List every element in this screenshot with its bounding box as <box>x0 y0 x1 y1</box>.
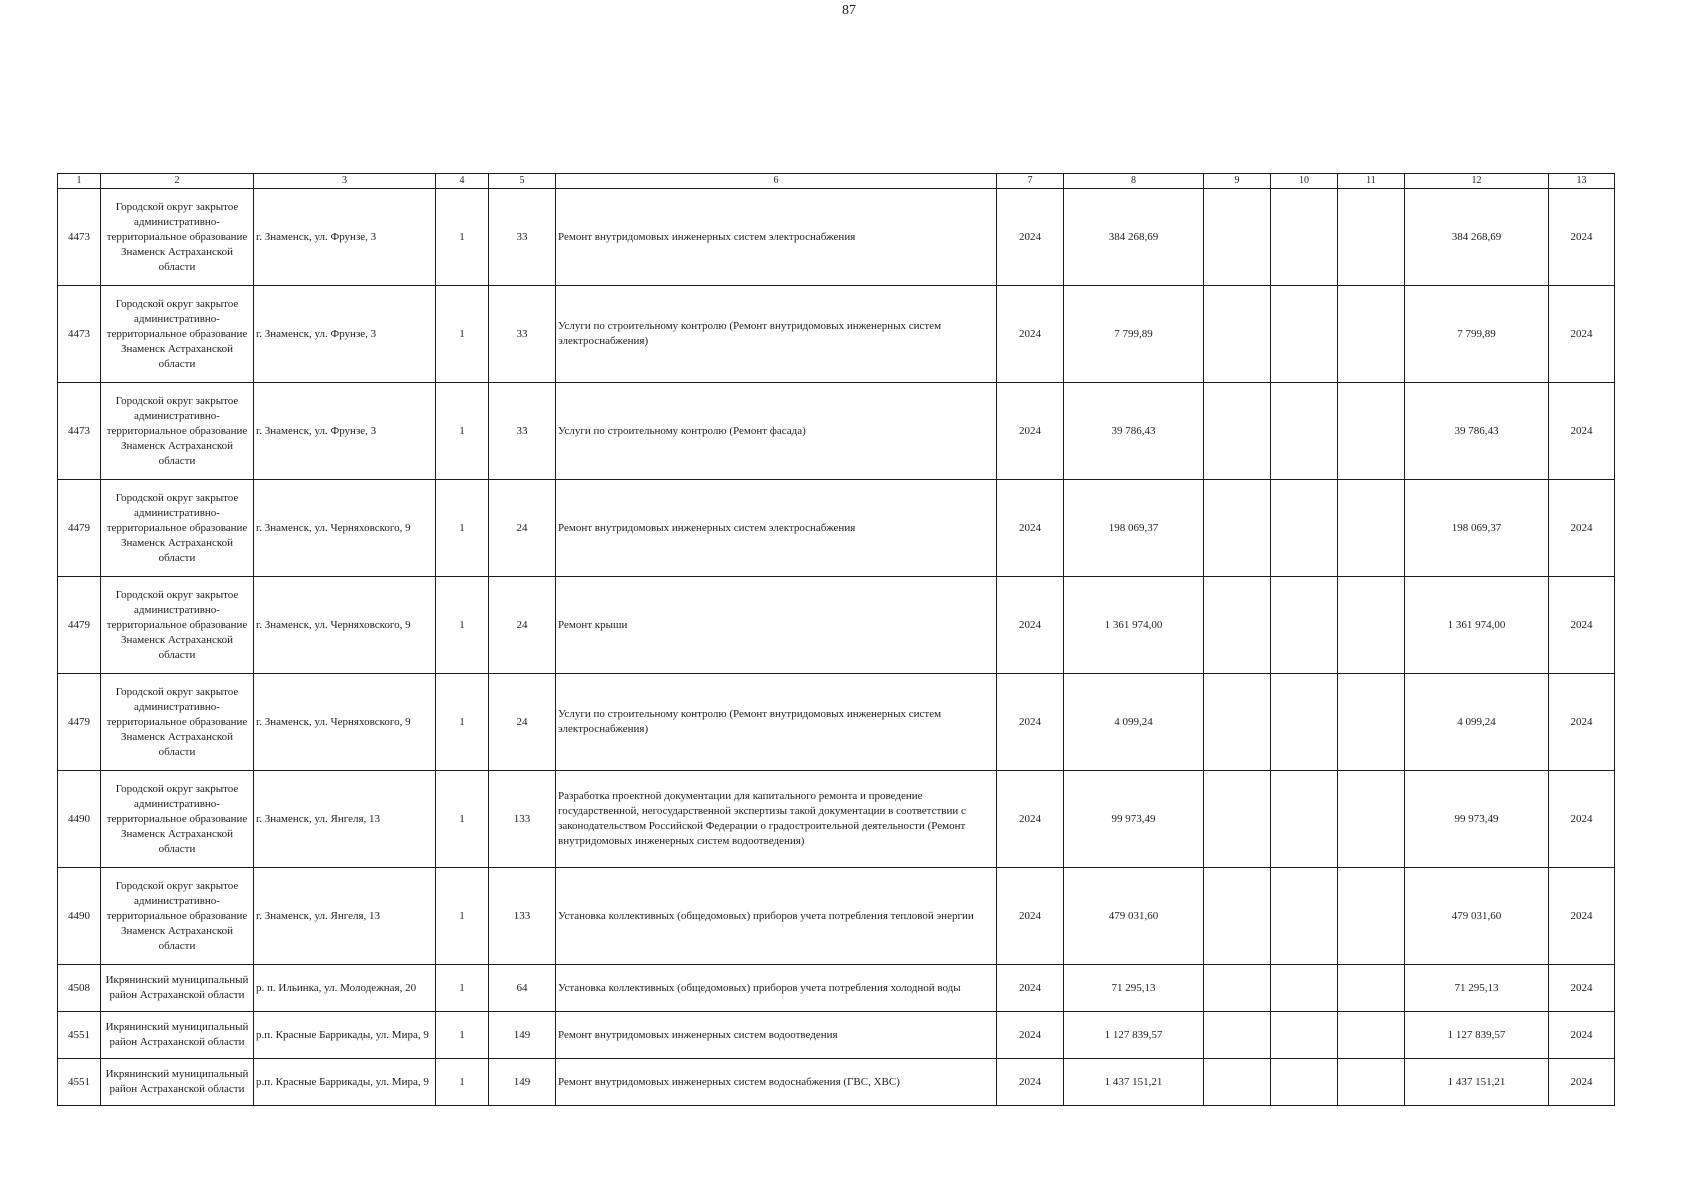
col4-cell: 1 <box>436 577 489 674</box>
col9-cell <box>1204 286 1271 383</box>
municipality-cell: Городской округ закрытое административно-территориальное образование Знаменск Астраханской области <box>101 383 254 480</box>
municipality-cell: Икрянинский муниципальный район Астраханской области <box>101 1059 254 1106</box>
address-cell: р.п. Красные Баррикады, ул. Мира, 9 <box>254 1012 436 1059</box>
col4-cell: 1 <box>436 674 489 771</box>
completion-year-cell: 2024 <box>1549 1012 1615 1059</box>
col5-cell: 149 <box>489 1059 556 1106</box>
fund-cost-cell: 1 361 974,00 <box>1405 577 1549 674</box>
table-row <box>58 577 1615 674</box>
col4-cell: 1 <box>436 965 489 1012</box>
table-row <box>58 189 1615 286</box>
completion-year-cell: 2024 <box>1549 286 1615 383</box>
col4-cell: 1 <box>436 189 489 286</box>
fund-cost-cell: 479 031,60 <box>1405 868 1549 965</box>
column-header: 6 <box>556 174 997 189</box>
completion-year-cell: 2024 <box>1549 189 1615 286</box>
col10-cell <box>1271 189 1338 286</box>
cost-cell: 99 973,49 <box>1064 771 1204 868</box>
cost-cell: 39 786,43 <box>1064 383 1204 480</box>
year-cell: 2024 <box>997 674 1064 771</box>
col9-cell <box>1204 965 1271 1012</box>
col9-cell <box>1204 868 1271 965</box>
house-id-cell: 4508 <box>58 965 101 1012</box>
completion-year-cell: 2024 <box>1549 674 1615 771</box>
work-type-cell: Ремонт внутридомовых инженерных систем электроснабжения <box>556 480 997 577</box>
col11-cell <box>1338 189 1405 286</box>
house-id-cell: 4473 <box>58 383 101 480</box>
completion-year-cell: 2024 <box>1549 480 1615 577</box>
year-cell: 2024 <box>997 1012 1064 1059</box>
col10-cell <box>1271 965 1338 1012</box>
year-cell: 2024 <box>997 868 1064 965</box>
col5-cell: 33 <box>489 189 556 286</box>
year-cell: 2024 <box>997 286 1064 383</box>
column-header: 1 <box>58 174 101 189</box>
year-cell: 2024 <box>997 965 1064 1012</box>
col10-cell <box>1271 1012 1338 1059</box>
municipality-cell: Икрянинский муниципальный район Астраханской области <box>101 965 254 1012</box>
completion-year-cell: 2024 <box>1549 868 1615 965</box>
address-cell: р. п. Ильинка, ул. Молодежная, 20 <box>254 965 436 1012</box>
municipality-cell: Городской округ закрытое административно-территориальное образование Знаменск Астраханской области <box>101 771 254 868</box>
column-header: 9 <box>1204 174 1271 189</box>
col10-cell <box>1271 868 1338 965</box>
table-row <box>58 1059 1615 1106</box>
col9-cell <box>1204 577 1271 674</box>
completion-year-cell: 2024 <box>1549 577 1615 674</box>
col5-cell: 133 <box>489 771 556 868</box>
address-cell: г. Знаменск, ул. Фрунзе, 3 <box>254 189 436 286</box>
col4-cell: 1 <box>436 771 489 868</box>
house-id-cell: 4479 <box>58 480 101 577</box>
capital-repair-table <box>57 173 1615 1106</box>
work-type-cell: Услуги по строительному контролю (Ремонт внутридомовых инженерных систем электроснабжения) <box>556 674 997 771</box>
fund-cost-cell: 39 786,43 <box>1405 383 1549 480</box>
col11-cell <box>1338 1059 1405 1106</box>
column-header: 3 <box>254 174 436 189</box>
address-cell: г. Знаменск, ул. Черняховского, 9 <box>254 480 436 577</box>
house-id-cell: 4479 <box>58 674 101 771</box>
col4-cell: 1 <box>436 868 489 965</box>
col4-cell: 1 <box>436 1059 489 1106</box>
year-cell: 2024 <box>997 1059 1064 1106</box>
completion-year-cell: 2024 <box>1549 383 1615 480</box>
col9-cell <box>1204 189 1271 286</box>
table-row <box>58 771 1615 868</box>
col5-cell: 33 <box>489 383 556 480</box>
fund-cost-cell: 1 127 839,57 <box>1405 1012 1549 1059</box>
col9-cell <box>1204 674 1271 771</box>
col4-cell: 1 <box>436 383 489 480</box>
house-id-cell: 4473 <box>58 189 101 286</box>
column-header: 2 <box>101 174 254 189</box>
col10-cell <box>1271 1059 1338 1106</box>
col5-cell: 24 <box>489 577 556 674</box>
work-type-cell: Ремонт внутридомовых инженерных систем водоотведения <box>556 1012 997 1059</box>
table-row <box>58 286 1615 383</box>
column-header: 8 <box>1064 174 1204 189</box>
col10-cell <box>1271 286 1338 383</box>
col10-cell <box>1271 383 1338 480</box>
table-row <box>58 674 1615 771</box>
cost-cell: 4 099,24 <box>1064 674 1204 771</box>
house-id-cell: 4551 <box>58 1059 101 1106</box>
page-number: 87 <box>842 3 856 18</box>
col11-cell <box>1338 868 1405 965</box>
cost-cell: 384 268,69 <box>1064 189 1204 286</box>
col11-cell <box>1338 771 1405 868</box>
col10-cell <box>1271 771 1338 868</box>
col5-cell: 64 <box>489 965 556 1012</box>
col10-cell <box>1271 577 1338 674</box>
house-id-cell: 4490 <box>58 868 101 965</box>
cost-cell: 1 361 974,00 <box>1064 577 1204 674</box>
municipality-cell: Городской округ закрытое административно-территориальное образование Знаменск Астраханской области <box>101 868 254 965</box>
column-header: 4 <box>436 174 489 189</box>
address-cell: г. Знаменск, ул. Черняховского, 9 <box>254 674 436 771</box>
work-type-cell: Разработка проектной документации для капитального ремонта и проведение государственной, негосударственной экспертизы такой документации в соответствии с законодательством Российской Федерации о градостроительной деятельности (Ремонт внутридомовых инженерных систем водоотведения) <box>556 771 997 868</box>
work-type-cell: Услуги по строительному контролю (Ремонт фасада) <box>556 383 997 480</box>
col11-cell <box>1338 383 1405 480</box>
work-type-cell: Ремонт крыши <box>556 577 997 674</box>
year-cell: 2024 <box>997 771 1064 868</box>
column-number-row <box>58 174 1615 189</box>
table-row <box>58 868 1615 965</box>
table-row <box>58 480 1615 577</box>
col11-cell <box>1338 965 1405 1012</box>
municipality-cell: Городской округ закрытое административно-территориальное образование Знаменск Астраханской области <box>101 577 254 674</box>
address-cell: г. Знаменск, ул. Черняховского, 9 <box>254 577 436 674</box>
fund-cost-cell: 1 437 151,21 <box>1405 1059 1549 1106</box>
year-cell: 2024 <box>997 383 1064 480</box>
work-type-cell: Ремонт внутридомовых инженерных систем водоснабжения (ГВС, ХВС) <box>556 1059 997 1106</box>
col4-cell: 1 <box>436 286 489 383</box>
address-cell: г. Знаменск, ул. Янгеля, 13 <box>254 771 436 868</box>
col4-cell: 1 <box>436 480 489 577</box>
col9-cell <box>1204 1059 1271 1106</box>
work-type-cell: Услуги по строительному контролю (Ремонт внутридомовых инженерных систем электроснабжения) <box>556 286 997 383</box>
table-row <box>58 965 1615 1012</box>
address-cell: г. Знаменск, ул. Фрунзе, 3 <box>254 286 436 383</box>
col5-cell: 24 <box>489 674 556 771</box>
col11-cell <box>1338 286 1405 383</box>
col11-cell <box>1338 577 1405 674</box>
house-id-cell: 4551 <box>58 1012 101 1059</box>
table-row <box>58 383 1615 480</box>
col9-cell <box>1204 1012 1271 1059</box>
work-type-cell: Установка коллективных (общедомовых) приборов учета потребления холодной воды <box>556 965 997 1012</box>
col11-cell <box>1338 674 1405 771</box>
column-header: 13 <box>1549 174 1615 189</box>
address-cell: г. Знаменск, ул. Фрунзе, 3 <box>254 383 436 480</box>
cost-cell: 7 799,89 <box>1064 286 1204 383</box>
col9-cell <box>1204 480 1271 577</box>
municipality-cell: Городской округ закрытое административно-территориальное образование Знаменск Астраханской области <box>101 189 254 286</box>
col9-cell <box>1204 771 1271 868</box>
year-cell: 2024 <box>997 480 1064 577</box>
col11-cell <box>1338 1012 1405 1059</box>
cost-cell: 198 069,37 <box>1064 480 1204 577</box>
column-header: 7 <box>997 174 1064 189</box>
municipality-cell: Городской округ закрытое административно-территориальное образование Знаменск Астраханской области <box>101 480 254 577</box>
cost-cell: 1 437 151,21 <box>1064 1059 1204 1106</box>
col5-cell: 133 <box>489 868 556 965</box>
col4-cell: 1 <box>436 1012 489 1059</box>
cost-cell: 1 127 839,57 <box>1064 1012 1204 1059</box>
column-header: 11 <box>1338 174 1405 189</box>
house-id-cell: 4479 <box>58 577 101 674</box>
col5-cell: 149 <box>489 1012 556 1059</box>
municipality-cell: Городской округ закрытое административно-территориальное образование Знаменск Астраханской области <box>101 286 254 383</box>
fund-cost-cell: 4 099,24 <box>1405 674 1549 771</box>
year-cell: 2024 <box>997 189 1064 286</box>
address-cell: г. Знаменск, ул. Янгеля, 13 <box>254 868 436 965</box>
col5-cell: 24 <box>489 480 556 577</box>
col5-cell: 33 <box>489 286 556 383</box>
fund-cost-cell: 7 799,89 <box>1405 286 1549 383</box>
column-header: 12 <box>1405 174 1549 189</box>
column-header: 5 <box>489 174 556 189</box>
table-row <box>58 1012 1615 1059</box>
fund-cost-cell: 198 069,37 <box>1405 480 1549 577</box>
completion-year-cell: 2024 <box>1549 965 1615 1012</box>
fund-cost-cell: 71 295,13 <box>1405 965 1549 1012</box>
municipality-cell: Икрянинский муниципальный район Астраханской области <box>101 1012 254 1059</box>
col10-cell <box>1271 674 1338 771</box>
col9-cell <box>1204 383 1271 480</box>
column-header: 10 <box>1271 174 1338 189</box>
col10-cell <box>1271 480 1338 577</box>
work-type-cell: Установка коллективных (общедомовых) приборов учета потребления тепловой энергии <box>556 868 997 965</box>
work-type-cell: Ремонт внутридомовых инженерных систем электроснабжения <box>556 189 997 286</box>
cost-cell: 71 295,13 <box>1064 965 1204 1012</box>
cost-cell: 479 031,60 <box>1064 868 1204 965</box>
completion-year-cell: 2024 <box>1549 771 1615 868</box>
house-id-cell: 4473 <box>58 286 101 383</box>
fund-cost-cell: 384 268,69 <box>1405 189 1549 286</box>
address-cell: р.п. Красные Баррикады, ул. Мира, 9 <box>254 1059 436 1106</box>
municipality-cell: Городской округ закрытое административно-территориальное образование Знаменск Астраханской области <box>101 674 254 771</box>
fund-cost-cell: 99 973,49 <box>1405 771 1549 868</box>
completion-year-cell: 2024 <box>1549 1059 1615 1106</box>
col11-cell <box>1338 480 1405 577</box>
house-id-cell: 4490 <box>58 771 101 868</box>
year-cell: 2024 <box>997 577 1064 674</box>
